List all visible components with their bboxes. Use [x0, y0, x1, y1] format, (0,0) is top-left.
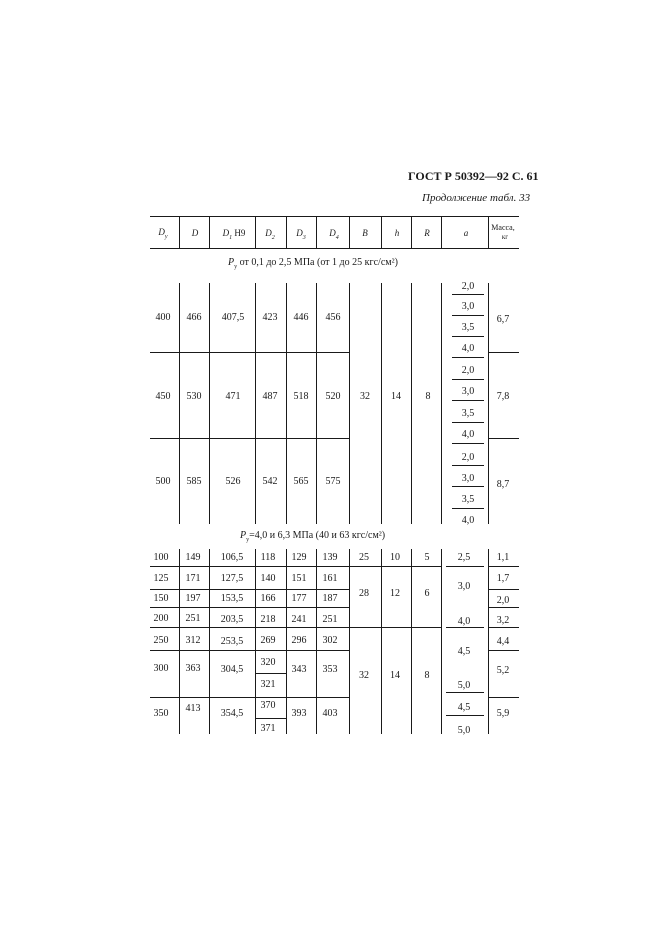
row-sep: [150, 589, 349, 590]
s2-dy: 125: [153, 573, 169, 584]
s2-mass: 4,4: [496, 636, 510, 647]
s2-d4: 251: [322, 614, 338, 625]
s1-mass: 6,7: [496, 314, 510, 325]
s2-d3: 151: [291, 573, 307, 584]
s1-mass: 8,7: [496, 479, 510, 490]
col-sep: [488, 549, 489, 734]
s1-dy: 450: [155, 391, 171, 402]
s2-mass: 2,0: [496, 595, 510, 606]
s2-dy: 200: [153, 613, 169, 624]
a-underline: [452, 443, 484, 444]
col-sep: [441, 216, 442, 248]
s1-a: 3,5: [461, 494, 475, 505]
s2-a: 5,0: [457, 680, 471, 691]
s1-d: 585: [186, 476, 202, 487]
col-sep: [286, 283, 287, 524]
col-header-d: D: [191, 228, 199, 238]
col-sep: [179, 216, 180, 248]
a-underline: [452, 400, 484, 401]
s2-d4: 353: [322, 664, 338, 675]
a-underline: [452, 465, 484, 466]
s2-dy: 100: [153, 552, 169, 563]
a-underline: [446, 692, 484, 693]
s2-dy: 250: [153, 635, 169, 646]
s2-d3: 177: [291, 593, 307, 604]
s2-r: 5: [424, 552, 430, 563]
s1-d1: 471: [225, 391, 241, 402]
s2-b: 32: [359, 670, 369, 681]
s1-dy: 400: [155, 312, 171, 323]
s2-d2: 118: [260, 552, 276, 563]
s2-d: 312: [185, 635, 201, 646]
s2-d4: 161: [322, 573, 338, 584]
a-underline: [452, 294, 484, 295]
s2-d1: 253,5: [220, 636, 244, 647]
s1-a: 2,0: [461, 281, 475, 292]
a-underline: [452, 422, 484, 423]
s2-d3: 241: [291, 614, 307, 625]
col-sep: [209, 549, 210, 734]
s2-d1: 304,5: [220, 664, 244, 675]
col-sep: [411, 283, 412, 524]
col-header-mass-unit: кг: [501, 233, 509, 241]
table-caption: Продолжение табл. 33: [422, 192, 531, 204]
s2-d: 197: [185, 593, 201, 604]
s2-d4: 302: [322, 635, 338, 646]
row-sep: [150, 607, 349, 608]
s1-b: 32: [360, 391, 370, 402]
s2-b: 28: [359, 588, 369, 599]
s1-a: 2,0: [461, 365, 475, 376]
s2-dy: 350: [153, 708, 169, 719]
s1-a: 4,0: [461, 429, 475, 440]
s2-a: 4,0: [457, 616, 471, 627]
col-sep: [209, 216, 210, 248]
a-underline: [452, 508, 484, 509]
s2-d: 363: [185, 663, 201, 674]
col-header-d3: $D_3$: [296, 228, 306, 241]
a-underline: [452, 379, 484, 380]
s2-d2: 140: [260, 573, 276, 584]
s1-a: 3,0: [461, 301, 475, 312]
s1-a: 3,5: [461, 408, 475, 419]
s1-d3: 446: [293, 312, 309, 323]
col-header-d2: $D_2$: [265, 228, 275, 241]
page-header: ГОСТ Р 50392—92 С. 61: [408, 169, 539, 183]
s1-d1: 407,5: [221, 312, 245, 323]
s2-d1: 106,5: [220, 552, 244, 563]
row-sep: [255, 718, 286, 719]
s2-d2: 269: [260, 635, 276, 646]
col-sep: [488, 216, 489, 248]
s1-a: 2,0: [461, 452, 475, 463]
row-sep: [488, 607, 519, 608]
a-underline: [446, 566, 484, 567]
s2-d4: 187: [322, 593, 338, 604]
s2-d2: 166: [260, 593, 276, 604]
s1-d3: 518: [293, 391, 309, 402]
col-sep: [286, 216, 287, 248]
section2-title: $P_y=4,0$ и 6,3 МПа (40 и 63 кгс/см²): [240, 530, 386, 543]
row-sep: [488, 352, 519, 353]
col-sep: [349, 216, 350, 248]
col-sep: [255, 549, 256, 734]
s2-d3: 393: [291, 708, 307, 719]
col-sep: [349, 283, 350, 524]
s2-d1: 127,5: [220, 573, 244, 584]
s2-d1: 354,5: [220, 708, 244, 719]
s2-mass: 5,2: [496, 665, 510, 676]
table-top-rule: [150, 216, 519, 217]
col-sep: [441, 283, 442, 524]
col-header-d1: $D_1$ H9: [222, 228, 246, 241]
col-header-h: h: [394, 228, 400, 238]
s2-d1: 153,5: [220, 593, 244, 604]
s2-mass: 1,7: [496, 573, 510, 584]
s1-a: 4,0: [461, 343, 475, 354]
row-sep: [150, 566, 349, 567]
col-sep: [316, 216, 317, 248]
s2-d4: 403: [322, 708, 338, 719]
s1-dy: 500: [155, 476, 171, 487]
s1-d: 466: [186, 312, 202, 323]
s1-a: 3,5: [461, 322, 475, 333]
s2-d2: 321: [260, 679, 276, 690]
a-underline: [452, 357, 484, 358]
col-sep: [381, 216, 382, 248]
s1-d4: 575: [325, 476, 341, 487]
row-sep: [349, 566, 441, 567]
s2-h: 12: [390, 588, 400, 599]
s2-a: 3,0: [457, 581, 471, 592]
col-sep: [255, 283, 256, 524]
col-sep: [179, 549, 180, 734]
s2-mass: 5,9: [496, 708, 510, 719]
s2-d2: 218: [260, 614, 276, 625]
s1-d: 530: [186, 391, 202, 402]
s1-d2: 487: [262, 391, 278, 402]
s2-r: 8: [424, 670, 430, 681]
a-underline: [446, 627, 484, 628]
col-header-r: R: [424, 228, 430, 238]
row-sep: [150, 438, 349, 439]
s2-d1: 203,5: [220, 614, 244, 625]
section1-title: $P_y$ от 0,1 до 2,5 МПа (от 1 до 25 кгс/см²): [228, 257, 398, 270]
s1-r: 8: [425, 391, 431, 402]
header-bottom-rule: [150, 248, 519, 249]
s2-d3: 296: [291, 635, 307, 646]
col-sep: [441, 549, 442, 734]
row-sep: [150, 697, 349, 698]
row-sep: [349, 627, 441, 628]
s2-mass: 3,2: [496, 615, 510, 626]
s1-d2: 542: [262, 476, 278, 487]
row-sep: [150, 650, 349, 651]
row-sep: [488, 566, 519, 567]
s2-d: 413: [185, 703, 201, 714]
col-header-dy: $D_y$: [158, 227, 168, 240]
col-sep: [381, 549, 382, 734]
row-sep: [255, 673, 286, 674]
s1-h: 14: [391, 391, 401, 402]
a-underline: [452, 315, 484, 316]
col-header-mass: Масса,: [491, 223, 515, 232]
s2-b: 25: [359, 552, 369, 563]
col-sep: [255, 216, 256, 248]
col-sep: [349, 549, 350, 734]
col-header-d4: $D_4$: [329, 228, 339, 241]
s2-h: 10: [390, 552, 400, 563]
s2-d: 171: [185, 573, 201, 584]
s2-dy: 150: [153, 593, 169, 604]
s1-d2: 423: [262, 312, 278, 323]
col-header-a: a: [463, 228, 469, 238]
s1-a: 3,0: [461, 386, 475, 397]
s2-d: 251: [185, 613, 201, 624]
col-sep: [411, 216, 412, 248]
col-sep: [316, 283, 317, 524]
row-sep: [488, 627, 519, 628]
s1-d1: 526: [225, 476, 241, 487]
s2-d2: 320: [260, 657, 276, 668]
s2-mass: 1,1: [496, 552, 510, 563]
col-sep: [209, 283, 210, 524]
col-sep: [316, 549, 317, 734]
s2-a: 5,0: [457, 725, 471, 736]
s1-a: 3,0: [461, 473, 475, 484]
s2-d2: 370: [260, 700, 276, 711]
row-sep: [488, 438, 519, 439]
a-underline: [452, 486, 484, 487]
s2-a: 4,5: [457, 702, 471, 713]
row-sep: [150, 627, 349, 628]
row-sep: [488, 650, 519, 651]
s1-d4: 520: [325, 391, 341, 402]
col-sep: [411, 549, 412, 734]
col-sep: [381, 283, 382, 524]
s2-d4: 139: [322, 552, 338, 563]
row-sep: [488, 589, 519, 590]
s1-mass: 7,8: [496, 391, 510, 402]
a-underline: [452, 336, 484, 337]
s2-a: 4,5: [457, 646, 471, 657]
row-sep: [150, 352, 349, 353]
row-sep: [488, 697, 519, 698]
s1-d4: 456: [325, 312, 341, 323]
col-sep: [488, 283, 489, 524]
col-sep: [286, 549, 287, 734]
s1-a: 4,0: [461, 515, 475, 526]
s1-d3: 565: [293, 476, 309, 487]
s2-d: 149: [185, 552, 201, 563]
s2-d2: 371: [260, 723, 276, 734]
col-header-b: B: [362, 228, 368, 238]
s2-r: 6: [424, 588, 430, 599]
s2-dy: 300: [153, 663, 169, 674]
a-underline: [446, 715, 484, 716]
col-sep: [179, 283, 180, 524]
s2-d3: 129: [291, 552, 307, 563]
s2-d3: 343: [291, 664, 307, 675]
s2-h: 14: [390, 670, 400, 681]
s2-a: 2,5: [457, 552, 471, 563]
